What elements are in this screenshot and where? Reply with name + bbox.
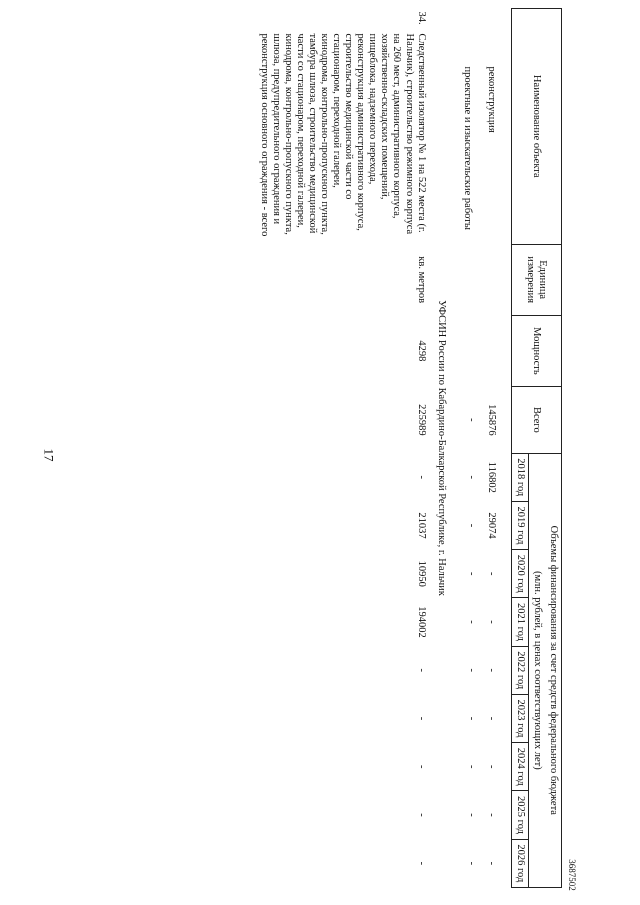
row-unit: кв. метров: [415, 256, 427, 304]
row-year-value: 21037: [415, 512, 427, 539]
header-year: 2023 год: [511, 694, 528, 742]
page-number: 17: [41, 448, 57, 462]
section-row: [429, 9, 459, 888]
row-number: 34.: [415, 11, 427, 25]
row-year-value: 194002: [415, 606, 427, 638]
header-name: Наименование объекта: [511, 9, 561, 245]
row-capacity: [483, 315, 512, 386]
header-year: 2026 год: [511, 839, 528, 887]
row-year-value: -: [415, 861, 427, 866]
header-unit: Единица измерения: [511, 244, 561, 315]
header-year: 2022 год: [511, 646, 528, 694]
row-year-value: -: [415, 813, 427, 817]
row-year-value: 29074: [485, 512, 497, 539]
financing-table-sheet: [67, 8, 562, 888]
row-year-value: -: [485, 813, 497, 817]
table-row: [483, 9, 512, 888]
row-year-value: -: [465, 668, 477, 673]
section-title: УФСИН России по Кабардино-Балкарской Республике, г. Нальчик: [435, 300, 447, 596]
table-row: [459, 9, 483, 888]
header-year: 2018 год: [511, 453, 528, 501]
header-funding: Объемы финансирования за счет средств федерального бюджета: [545, 453, 562, 887]
row-year-value: -: [465, 475, 477, 480]
row-year-value: -: [485, 620, 497, 624]
row-year-value: -: [485, 765, 497, 769]
row-year-value: -: [415, 475, 427, 480]
table-row: [256, 9, 429, 888]
header-year: 2020 год: [511, 550, 528, 598]
row-year-value: -: [465, 716, 477, 721]
row-year-value: -: [465, 813, 477, 817]
row-name: [256, 9, 429, 245]
row-year-value: 116802: [485, 461, 497, 493]
row-total: 225989: [415, 404, 427, 436]
header-funding-sub: (млн. рублей, в ценах соответствующих лет): [528, 453, 545, 887]
row-year-value: -: [485, 716, 497, 721]
header-year: 2025 год: [511, 791, 528, 839]
row-total: -: [465, 418, 477, 422]
row-year-value: -: [415, 668, 427, 673]
header-total: Всего: [511, 387, 561, 454]
row-name: реконструкция: [485, 66, 497, 133]
document-id: 3687502: [566, 859, 577, 891]
row-year-value: -: [485, 861, 497, 866]
header-year: 2019 год: [511, 501, 528, 549]
row-total: 145876: [485, 404, 497, 436]
row-year-value: -: [415, 716, 427, 721]
row-capacity: [459, 315, 483, 386]
row-year-value: 10950: [415, 560, 427, 587]
header-year: 2021 год: [511, 598, 528, 646]
row-year-value: -: [465, 572, 477, 576]
row-year-value: -: [465, 861, 477, 866]
row-year-value: -: [465, 523, 477, 528]
header-year: 2024 год: [511, 743, 528, 791]
row-year-value: -: [485, 572, 497, 576]
row-unit: [459, 244, 483, 315]
row-name: проектные и изыскательские работы: [461, 66, 473, 230]
header-capacity: Мощность: [511, 315, 561, 386]
row-capacity: 4298: [415, 340, 427, 362]
row-year-value: -: [465, 765, 477, 769]
financing-table: [256, 8, 562, 888]
row-year-value: -: [415, 765, 427, 769]
row-year-value: -: [465, 620, 477, 624]
row-unit: [483, 244, 512, 315]
row-name-text: Следственный изолятор № 1 на 522 места (г. Нальчик), строительство режимного корпуса на 260 мест, административного корпуса, хозяйственно-складских помещений, пищеблока, надземного перехода, реконструкция административного корпуса, строительство медицинской части со стационаром, переходной галереи, кинодрома, контрольно-пропускного пункта, тамбура шлюза, строительство медицинской части со стационаром, переходной галереи, кинодрома, контрольно-пропускного пункта, шлюза, предупредительного ограждения и реконструкция основного ограждения - всего: [258, 33, 427, 237]
row-year-value: -: [485, 668, 497, 673]
